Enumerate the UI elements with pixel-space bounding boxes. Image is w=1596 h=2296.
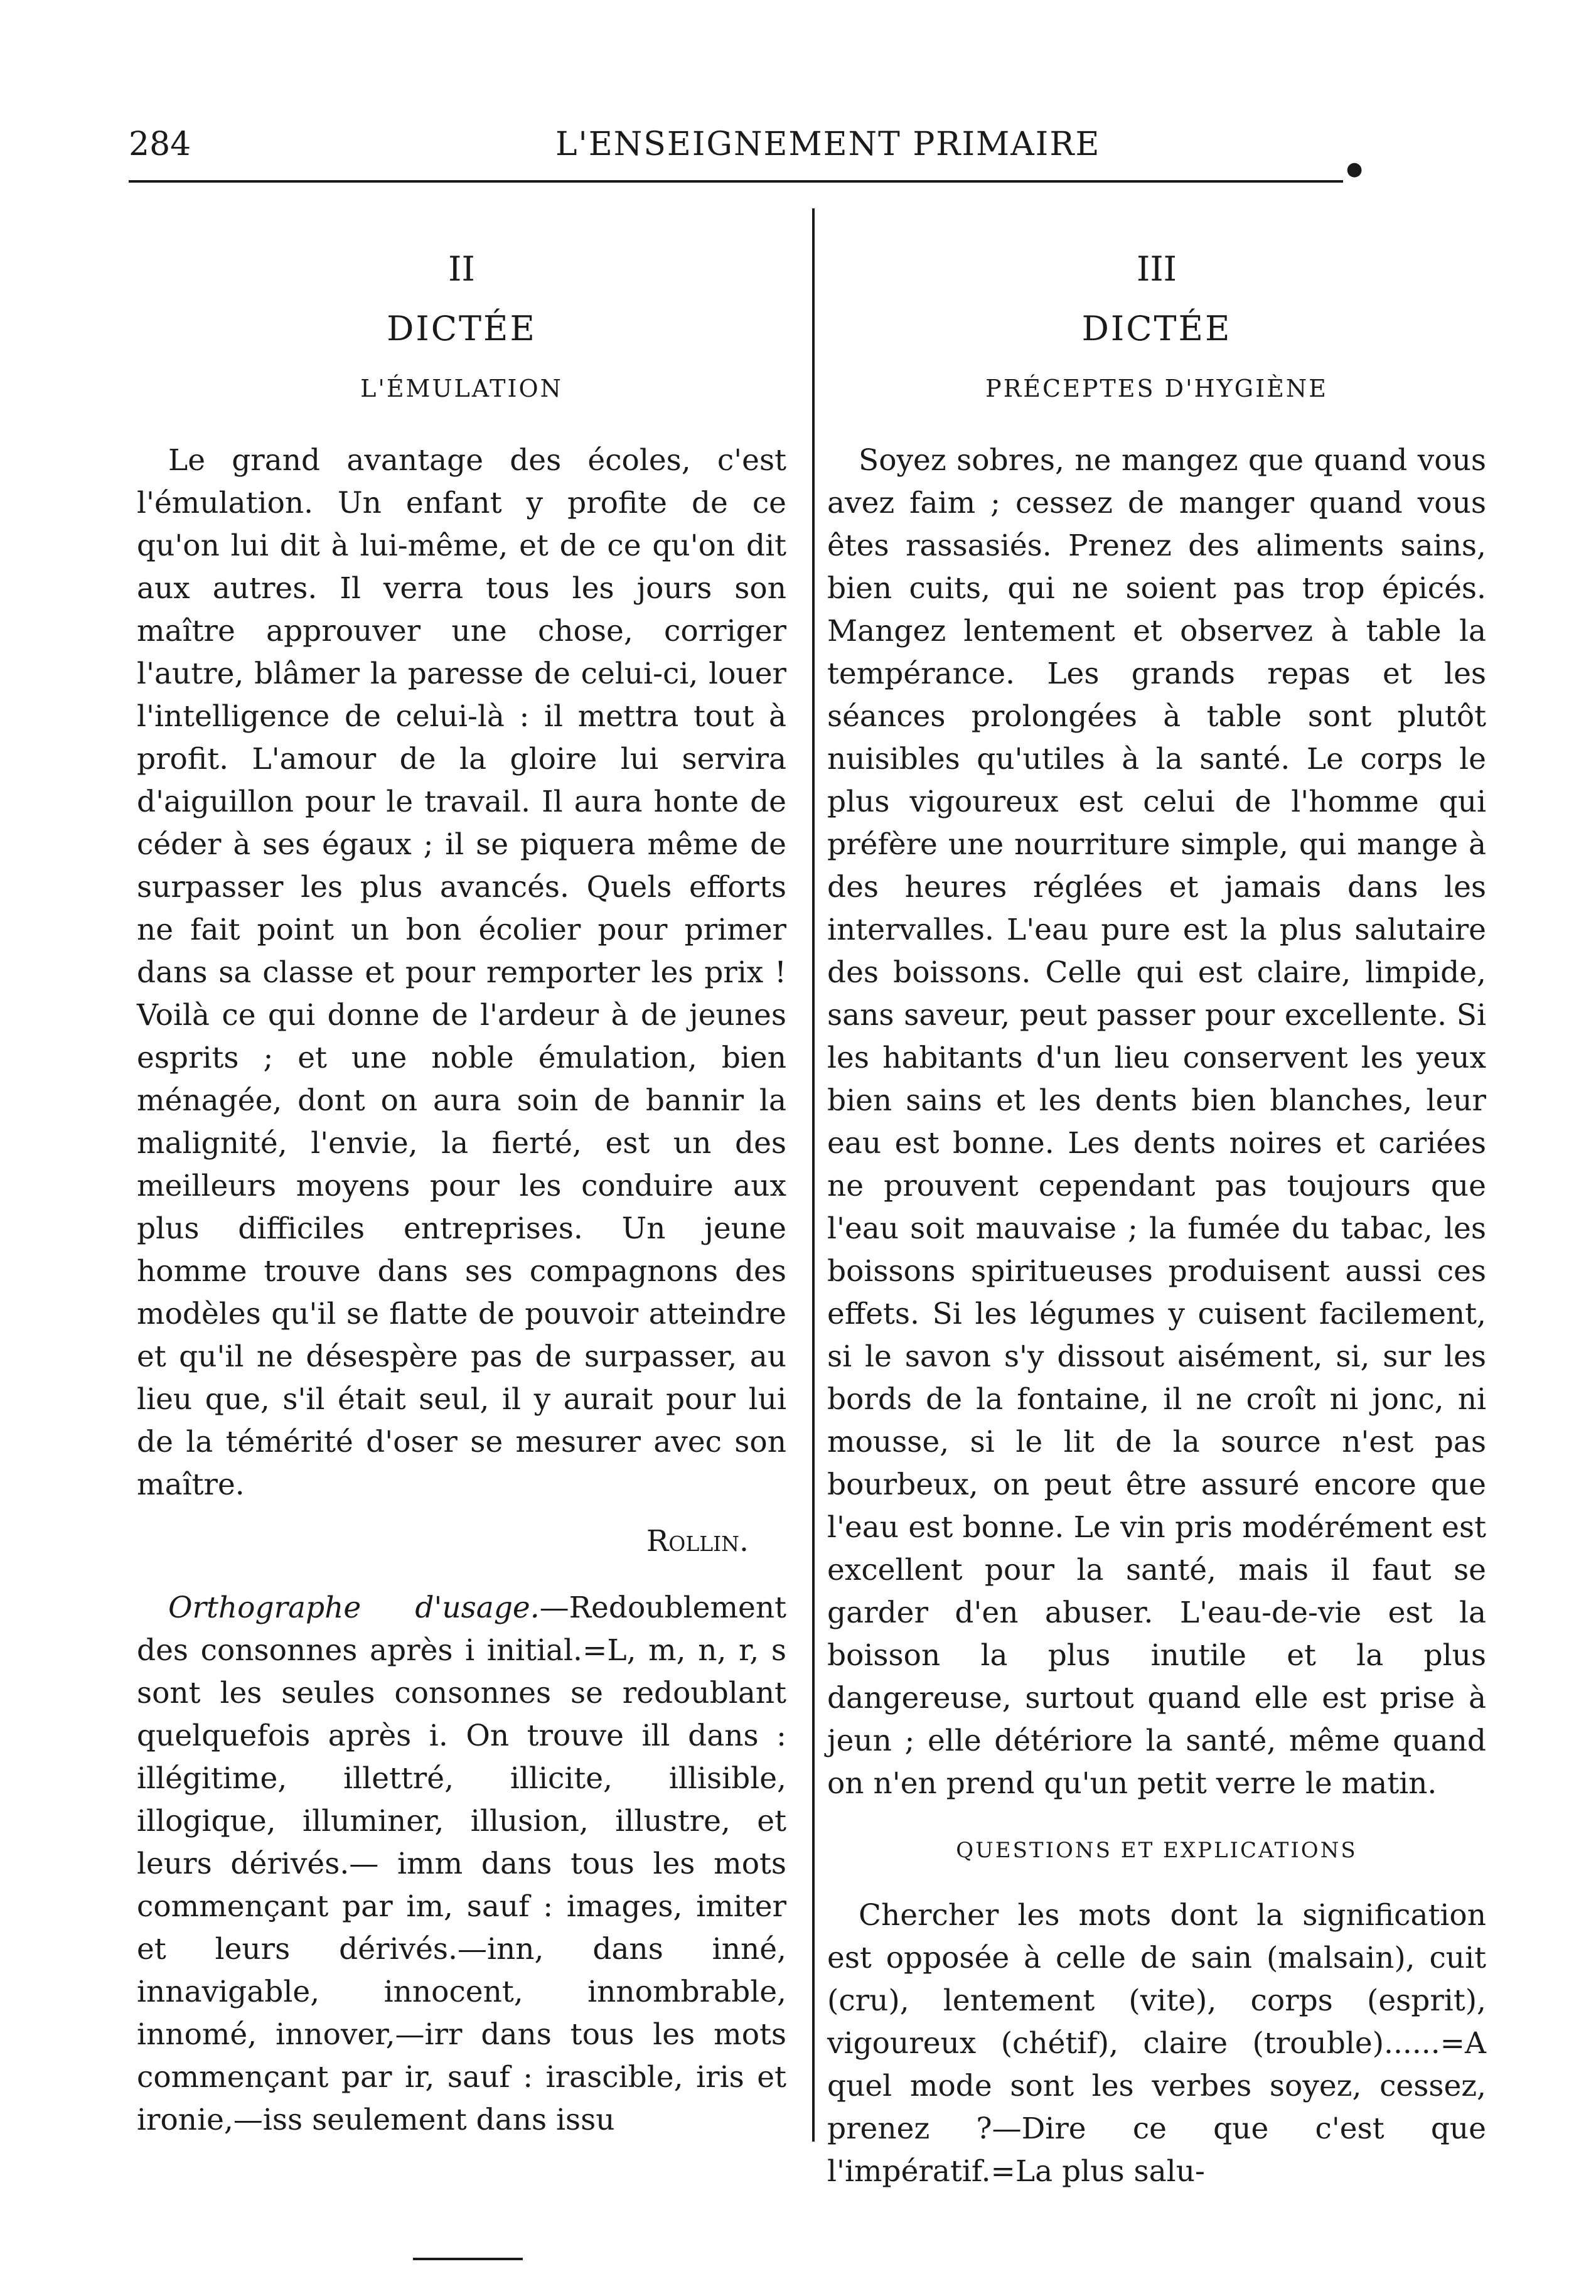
dictation-text: Soyez sobres, ne mangez que quand vous avez faim ; cessez de manger quand vous êtes rassasiés. Prenez des aliments sains, bien cuits, qui ne soient pas trop épicés. Mangez lentement et observez à table la tempérance. Les grands repas et les séances prolongées à table sont plutôt nuisibles qu'utiles à la santé. Le corps le plus vigoureux est celui de l'homme qui préfère une nourriture simple, qui mange à des heures réglées et jamais dans les intervalles. L'eau pure est la plus salutaire des boissons. Celle qui est claire, limpide, sans saveur, peut passer pour excellente. Si les habitants d'un lieu conservent les yeux bien sains et les dents bien blanches, leur eau est bonne. Les dents noires et cariées ne prouvent cependant pas toujours que l'eau soit mauvaise ; la fumée du tabac, les boissons spiritueuses produisent aussi ces effets. Si les légumes y cuisent facilement, si le savon s'y dissout aisément, si, sur les bords de la fontaine, il ne croît ni jonc, ni mousse, si le lit de la source n'est pas bourbeux, on peut être assuré encore que l'eau est bonne. Le vin pris modérément est excellent pour la santé, mais il faut se garder d'en abuser. L'eau-de-vie est la boisson la plus inutile et la plus dangereuse, surtout quand elle est prise à jeun ; elle détériore la santé, même quand on n'en prend qu'un petit verre le matin.: [827, 443, 1486, 1801]
questions-heading: QUESTIONS ET EXPLICATIONS: [956, 1838, 1358, 1863]
section-subtitle: PRÉCEPTES D'HYGIÈNE: [985, 375, 1328, 402]
header-rule: [129, 180, 1343, 183]
section-heading: DICTÉE: [1081, 309, 1232, 348]
left-column: [137, 248, 786, 2260]
orthography-note: [137, 1587, 786, 2142]
end-rule: [413, 2258, 523, 2260]
author: Rollin.: [646, 1524, 749, 1558]
section-subtitle: L'ÉMULATION: [360, 375, 563, 402]
section-numeral: III: [1137, 249, 1177, 289]
dictation-text: Le grand avantage des écoles, c'est l'émulation. Un enfant y profite de ce qu'on lui dit à lui-même, et de ce qu'on dit aux autres. Il verra tous les jours son maître approuver une chose, corriger l'autre, blâmer la paresse de celui-ci, louer l'intelligence de celui-là : il mettra tout à profit. L'amour de la gloire lui servira d'aiguillon pour le travail. Il aura honte de céder à ses égaux ; il se piquera même de surpasser les plus avancés. Quels efforts ne fait point un bon écolier pour primer dans sa classe et pour remporter les prix ! Voilà ce qui donne de l'ardeur à de jeunes esprits ; et une noble émulation, bien ménagée, dont on aura soin de bannir la malignité, l'envie, la fierté, est un des meilleurs moyens pour les conduire aux plus difficiles entreprises. Un jeune homme trouve dans ses compagnons des modèles qu'il se flatte de pouvoir atteindre et qu'il ne désespère pas de surpasser, au lieu que, s'il était seul, il y aurait pour lui de la témérité d'oser se mesurer avec son maître.: [137, 443, 786, 1502]
orthography-text: —Redoublement des consonnes après i initial.=L, m, n, r, s sont les seules consonnes se redoublant quelquefois après i. On trouve ill dans : illégitime, illettré, illicite, illisible, illogique, illuminer, illusion, illustre, et leurs dérivés.— imm dans tous les mots commençant par im, sauf : images, imiter et leurs dérivés.—inn, dans inné, innavigable, innocent, innombrable, innomé, innover,—irr dans tous les mots commençant par ir, sauf : irascible, iris et ironie,—iss seulement dans issu: [137, 1591, 786, 2137]
section-heading: DICTÉE: [387, 309, 537, 348]
right-column: [827, 248, 1486, 2193]
page-header: [129, 119, 1456, 180]
questions-text: Chercher les mots dont la signification est opposée à celle de sain (malsain), cuit (cru), lentement (vite), corps (esprit), vigoureux (chétif), claire (trouble)......=A quel mode sont les verbes soyez, cessez, prenez ?—Dire ce que c'est que l'impératif.=La plus salu-: [827, 1898, 1486, 2189]
column-divider: [812, 208, 815, 2142]
orthography-label: Orthographe d'usage.: [168, 1591, 540, 1625]
running-title: L'ENSEIGNEMENT PRIMAIRE: [555, 126, 1101, 163]
margin-mark: ●: [1346, 158, 1363, 180]
section-numeral: II: [448, 249, 475, 289]
page-number: 284: [129, 126, 191, 163]
